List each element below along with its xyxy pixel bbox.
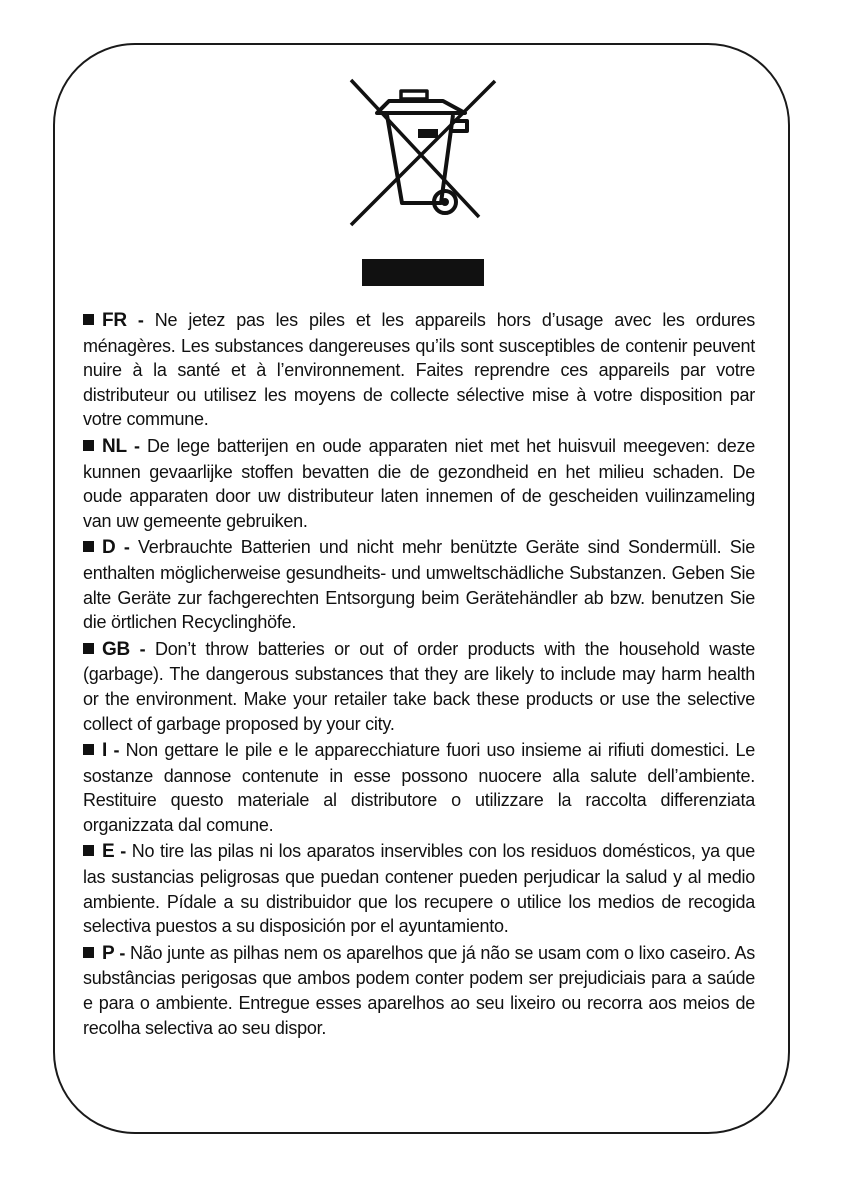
language-code: FR: [102, 310, 127, 331]
section-text: Ne jetez pas les piles et les appareils hors d’usage avec les ordures ménagères. Les substances dangereuses qu’ils sont susceptibles de contenir peuvent nuire à la santé et à l’environnement. Faites reprendre ces appareils par votre distributeur ou utilisez les moyens de collecte sélective mise à votre disposition par votre commune.: [83, 310, 756, 430]
section-gb: GB - Don’t throw batteries or out of order products with the household waste (garbage). The dangerous substances that they are likely to include may harm health or the environment. Make your retailer take back these products or use the selective collect of garbage proposed by your city.: [83, 638, 755, 734]
language-code: P: [102, 942, 115, 964]
section-text: Verbrauchte Batterien und nicht mehr benützte Geräte sind Sondermüll. Sie enthalten möglicherweise gesundheits- und umweltschädliche Substanzen. Geben Sie alte Geräte zur fachgerechten Entsorgung beim Gerätehändler ab bzw. benutzen Sie die örtlichen Recyclinghöfe.: [83, 537, 756, 633]
black-square-bullet-icon: [83, 845, 94, 856]
black-square-bullet-icon: [83, 947, 94, 958]
language-code: GB: [102, 638, 130, 660]
section-e: E - No tire las pilas ni los aparatos inservibles con los residuos domésticos, ya que las sustancias peligrosas que puedan contener pueden perjudicar la salud y al medio ambiente. Pídale a su distribuidor que los recupere o utilice los medios de recogida selectiva puestos a su disposición por el ayuntamiento.: [83, 841, 755, 937]
language-code: D: [102, 537, 116, 559]
black-square-bullet-icon: [83, 440, 94, 451]
language-code: E: [102, 841, 115, 863]
black-square-bullet-icon: [83, 643, 94, 654]
section-text: No tire las pilas ni los aparatos inservibles con los residuos domésticos, ya que las sustancias peligrosas que puedan contener pueden perjudicar la salud y al medio ambiente. Pídale a su distribuidor que los recupere o utilice los medios de recogida selectiva puestos a su disposición por el ayuntamiento.: [83, 841, 755, 937]
language-code: I: [102, 740, 108, 762]
disposal-instructions: [83, 308, 755, 1040]
language-code: NL: [102, 435, 127, 457]
section-i: I - Non gettare le pile e le apparecchiature fuori uso insieme ai rifiuti domestici. Le sostanze dannose contenute in esse possono nuocere alla salute dell’ambiente. Restituire questo materiale al distributore o utilizzare la raccolta differenziata organizzata dal comune.: [83, 740, 755, 835]
crossed-out-wheelie-bin-icon: [343, 75, 503, 235]
section-fr: FR - Ne jetez pas les piles et les appareils hors d’usage avec les ordures ménagères. Les substances dangereuses qu’ils sont susceptibles de contenir peuvent nuire à la santé et à l’environnement. Faites reprendre ces appareils par votre distributeur ou utilisez les moyens de collecte sélective mise à votre disposition par votre commune.: [83, 310, 756, 430]
section-text: Don’t throw batteries or out of order products with the household waste (garbage). The dangerous substances that they are likely to include may harm health or the environment. Make your retailer take back these products or use the selective collect of garbage proposed by your city.: [83, 638, 755, 734]
section-p: P - Não junte as pilhas nem os aparelhos que já não se usam com o lixo caseiro. As substâncias perigosas que ambos podem conter podem ser prejudiciais para a saúde e para o ambiente. Entregue esses aparelhos ao seu lixeiro ou recorra aos meios de recolha selectiva ao seu dispor.: [83, 942, 756, 1038]
black-bar: [362, 259, 484, 286]
black-square-bullet-icon: [83, 314, 94, 325]
section-text: De lege batterijen en oude apparaten niet met het huisvuil meegeven: deze kunnen gevaarlijke stoffen bevatten die de gezondheid en het milieu schaden. De oude apparaten door uw distributeur laten innemen of de gescheiden vuilinzameling van uw gemeente gebruiken.: [83, 435, 756, 531]
black-square-bullet-icon: [83, 541, 94, 552]
section-text: Non gettare le pile e le apparecchiature fuori uso insieme ai rifiuti domestici. Le sostanze dannose contenute in esse possono nuocere alla salute dell’ambiente. Restituire questo materiale al distributore o utilizzare la raccolta differenziata organizzata dal comune.: [83, 740, 755, 835]
section-d: D - Verbrauchte Batterien und nicht mehr benützte Geräte sind Sondermüll. Sie enthalten möglicherweise gesundheits- und umweltschädliche Substanzen. Geben Sie alte Geräte zur fachgerechten Entsorgung beim Gerätehändler ab bzw. benutzen Sie die örtlichen Recyclinghöfe.: [83, 537, 756, 633]
section-text: Não junte as pilhas nem os aparelhos que já não se usam com o lixo caseiro. As substâncias perigosas que ambos podem conter podem ser prejudiciais para a saúde e para o ambiente. Entregue esses aparelhos ao seu lixeiro ou recorra aos meios de recolha selectiva ao seu dispor.: [83, 942, 756, 1038]
section-nl: NL - De lege batterijen en oude apparaten niet met het huisvuil meegeven: deze kunnen gevaarlijke stoffen bevatten die de gezondheid en het milieu schaden. De oude apparaten door uw distributeur laten innemen of de gescheiden vuilinzameling van uw gemeente gebruiken.: [83, 435, 756, 531]
black-square-bullet-icon: [83, 744, 94, 755]
